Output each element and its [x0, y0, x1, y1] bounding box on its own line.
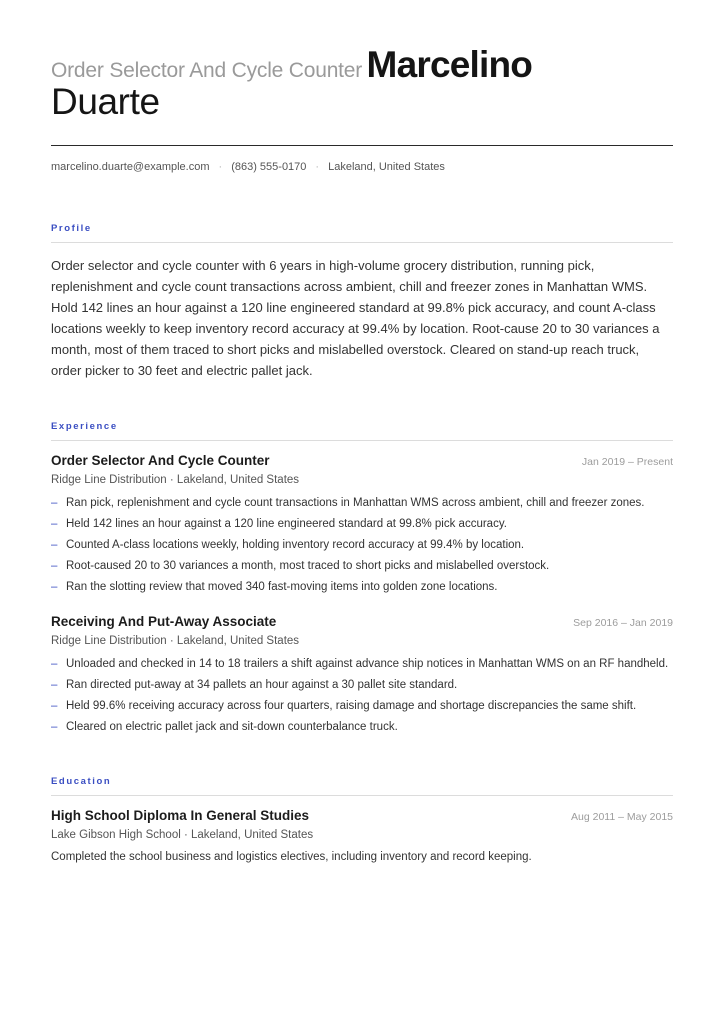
education-description: Completed the school business and logistics electives, including inventory and record keeping.	[51, 850, 532, 863]
bullet-text: Ran pick, replenishment and cycle count transactions in Manhattan WMS across ambient, chill and freezer zones.	[66, 496, 645, 509]
school-name: Lake Gibson High School · Lakeland, United States	[51, 828, 314, 841]
section-title-education: Education	[51, 776, 673, 796]
contact-phone[interactable]: (863) 555-0170	[231, 160, 307, 173]
experience-entry	[51, 453, 673, 596]
dash-icon: –	[51, 517, 58, 530]
dash-icon: –	[51, 559, 58, 572]
bullet-text: Root-caused 20 to 30 variances a month, most traced to short picks and mislabelled overstock.	[66, 559, 550, 572]
last-name: Duarte	[51, 80, 160, 122]
dash-icon: –	[51, 678, 58, 691]
resume-header	[51, 0, 673, 173]
bullet-text: Unloaded and checked in 14 to 18 trailers a shift against advance ship notices in Manhattan WMS on an RF handheld.	[66, 657, 669, 670]
dash-icon: –	[51, 699, 58, 712]
bullet-text: Ran the slotting review that moved 340 fast-moving items into golden zone locations.	[66, 580, 498, 593]
job-title: Order Selector And Cycle Counter	[51, 452, 270, 468]
job-organization: Ridge Line Distribution · Lakeland, United States	[51, 473, 300, 486]
education-entry	[51, 808, 673, 863]
job-role: Order Selector And Cycle Counter	[51, 59, 363, 82]
job-bullets	[51, 494, 673, 596]
contact-separator: ·	[315, 160, 320, 173]
profile-summary: Order selector and cycle counter with 6 years in high-volume grocery distribution, running pick, replenishment and cycle count transactions across ambient, chill and freezer zones in Manhattan WMS. Hold 142 lines an hour against a 120 line engineered standard at 99.8% pick accuracy, and count A-class locations weekly to keep inventory record accuracy at 99.4% by location. Root-cause 20 to 30 variances a month, most of them traced to short picks and mislabelled overstock. Cleared on stand-up reach truck, order picker to 30 feet and electric pallet jack.	[51, 257, 660, 378]
bullet-item	[51, 557, 673, 575]
bullet-text: Held 142 lines an hour against a 120 line engineered standard at 99.8% pick accuracy.	[66, 517, 507, 530]
job-bullets	[51, 655, 673, 736]
bullet-text: Counted A-class locations weekly, holding inventory record accuracy at 99.4% by location.	[66, 538, 525, 551]
bullet-item	[51, 536, 673, 554]
bullet-text: Ran directed put-away at 34 pallets an hour against a 30 pallet site standard.	[66, 678, 458, 691]
contact-email[interactable]: marcelino.duarte@example.com	[51, 160, 210, 173]
bullet-item	[51, 676, 673, 694]
bullet-item	[51, 578, 673, 596]
dash-icon: –	[51, 720, 58, 733]
job-title: Receiving And Put-Away Associate	[51, 613, 277, 629]
job-dates: Jan 2019 – Present	[581, 455, 673, 468]
entry-header	[51, 808, 673, 823]
bullet-item	[51, 494, 673, 512]
name-line	[51, 46, 673, 122]
bullet-item	[51, 718, 673, 736]
contact-location: Lakeland, United States	[328, 160, 445, 173]
section-title-profile: Profile	[51, 223, 673, 243]
section-title-experience: Experience	[51, 421, 673, 441]
education-dates: Aug 2011 – May 2015	[571, 810, 673, 823]
contact-separator: ·	[218, 160, 223, 173]
entry-header	[51, 453, 673, 468]
entry-header	[51, 614, 673, 629]
dash-icon: –	[51, 496, 58, 509]
first-name: Marcelino	[366, 44, 533, 85]
job-dates: Sep 2016 – Jan 2019	[573, 616, 673, 629]
header-divider	[51, 145, 673, 146]
bullet-item	[51, 515, 673, 533]
bullet-item	[51, 697, 673, 715]
bullet-item	[51, 655, 673, 673]
experience-entry	[51, 614, 673, 736]
bullet-text: Held 99.6% receiving accuracy across four quarters, raising damage and shortage discrepancies the same shift.	[66, 699, 637, 712]
dash-icon: –	[51, 538, 58, 551]
degree-title: High School Diploma In General Studies	[51, 807, 310, 823]
dash-icon: –	[51, 580, 58, 593]
dash-icon: –	[51, 657, 58, 670]
contact-bar	[51, 161, 673, 173]
bullet-text: Cleared on electric pallet jack and sit-down counterbalance truck.	[66, 720, 398, 733]
job-organization: Ridge Line Distribution · Lakeland, United States	[51, 634, 300, 647]
